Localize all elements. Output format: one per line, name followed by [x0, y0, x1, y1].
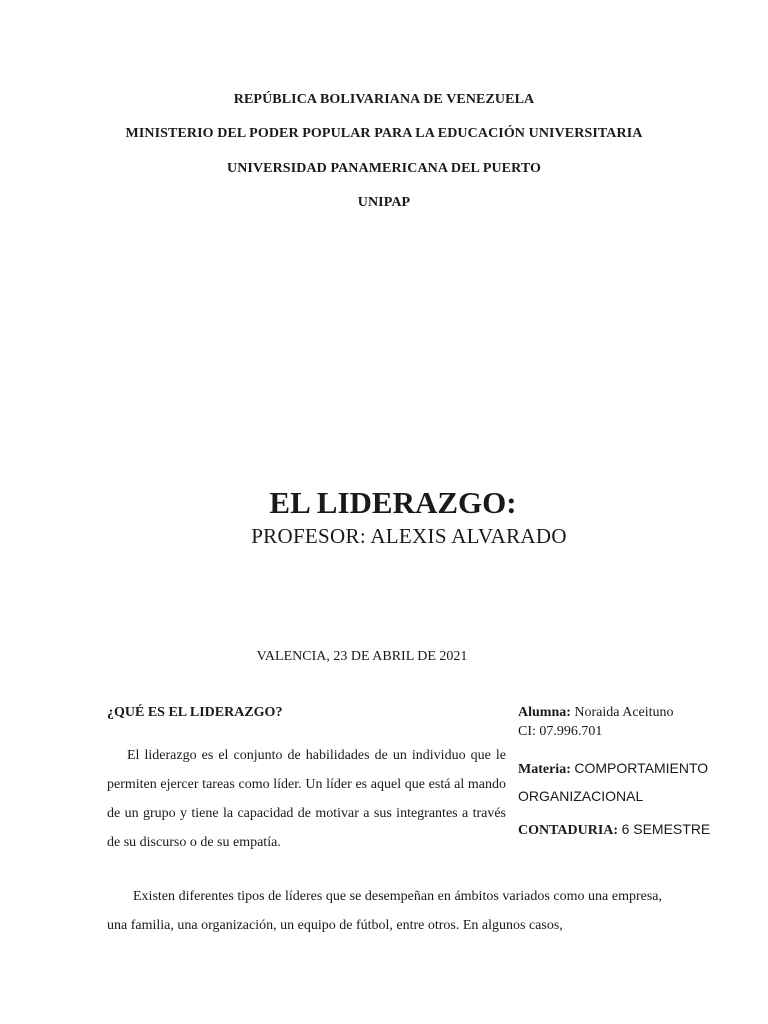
career-row — [518, 820, 748, 840]
student-info — [518, 703, 748, 840]
header-ministry: MINISTERIO DEL PODER POPULAR PARA LA EDUCACIÓN UNIVERSITARIA — [125, 126, 643, 141]
header-country: REPÚBLICA BOLIVARIANA DE VENEZUELA — [233, 92, 535, 107]
document-subtitle: PROFESOR: ALEXIS ALVARADO — [251, 524, 567, 548]
subject-label: Materia: — [518, 762, 571, 777]
header-acronym: UNIPAP — [357, 195, 411, 210]
paragraph-types: Existen diferentes tipos de líderes que se desempeñan en ámbitos variados como una empresa, una familia, una organización, un equipo de fútbol, entre otros. En algunos casos, — [107, 889, 662, 933]
paragraph-definition: El liderazgo es el conjunto de habilidades de un individuo que le permiten ejercer tareas como líder. Un líder es aquel que está al mando de un grupo y tiene la capacidad de motivar a sus integrantes a través de su discurso o de su empatía. — [107, 748, 506, 850]
student-name: Noraida Aceituno — [574, 705, 674, 720]
document-date: VALENCIA, 23 DE ABRIL DE 2021 — [256, 649, 468, 664]
student-row — [518, 703, 748, 722]
career-value: 6 SEMESTRE — [621, 821, 711, 837]
section-heading: ¿QUÉ ES EL LIDERAZGO? — [107, 705, 283, 720]
subject-value: COMPORTAMIENTO ORGANIZACIONAL — [518, 760, 709, 804]
student-label: Alumna: — [518, 705, 571, 720]
document-title: EL LIDERAZGO: — [269, 485, 517, 520]
subject-row — [518, 755, 748, 811]
ci-row: CI: 07.996.701 — [518, 724, 603, 739]
header-university: UNIVERSIDAD PANAMERICANA DEL PUERTO — [226, 161, 542, 176]
career-label: CONTADURIA: — [518, 823, 619, 838]
